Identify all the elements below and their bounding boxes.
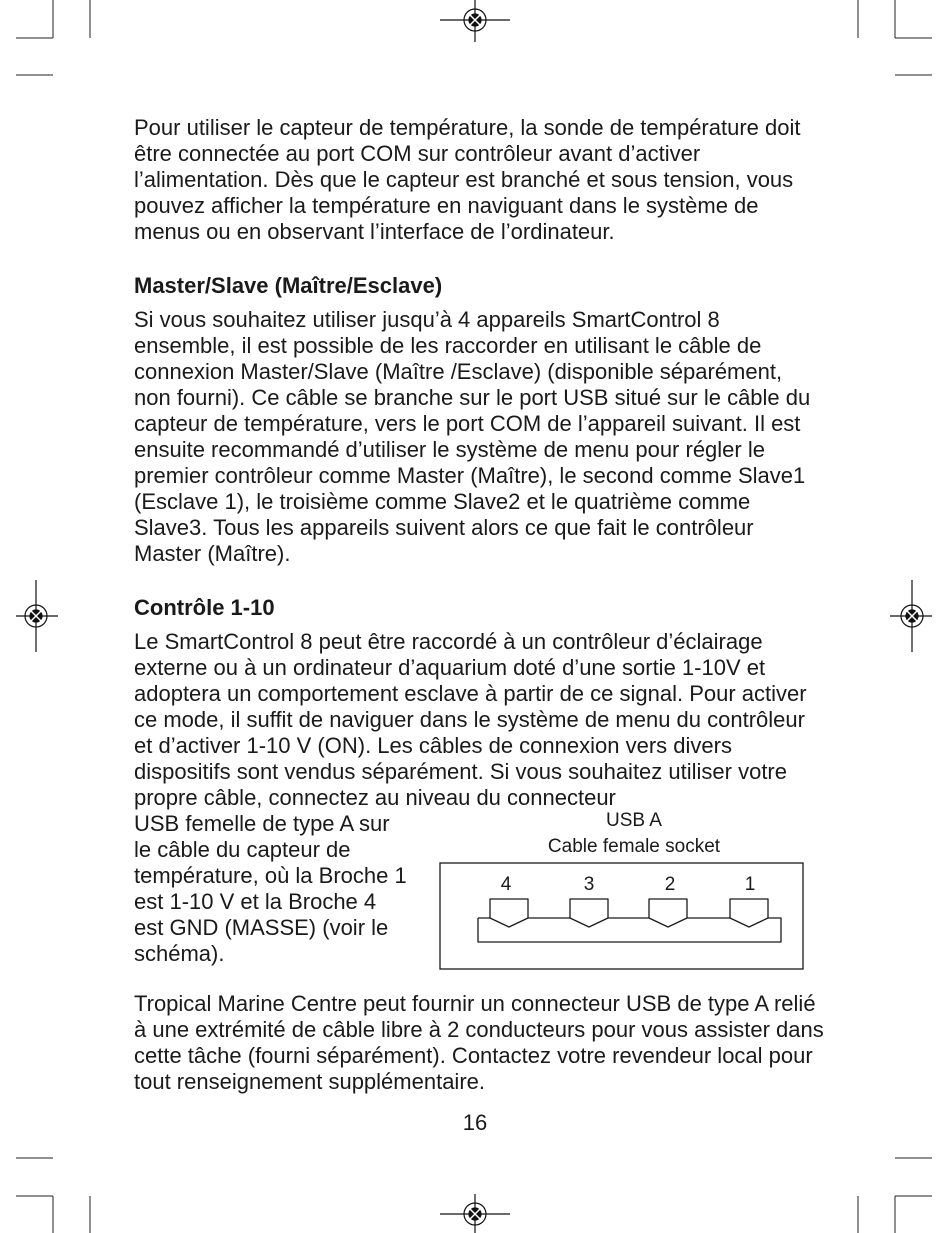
connector-description: USB femelle de type A sur le câble du capteur de température, où la Broche 1 est 1-10 V et la Broche 4 est GND (MASSE) (voir le schéma). bbox=[134, 811, 407, 966]
page-number: 16 bbox=[462, 1110, 488, 1135]
master-slave-heading: Master/Slave (Maître/Esclave) bbox=[134, 273, 443, 298]
control-1-10-paragraph: Le SmartControl 8 peut être raccordé à un contrôleur d’éclairage externe ou à un ordinateur d’aquarium doté d’une sortie 1-10V et adoptera un comportement esclave à partir de ce signal. Pour activer ce mode, il suffit de naviguer dans le système de menu du contrôleur et d’activer 1-10 V (ON). Les câbles de connexion vers divers dispositifs sont vendus séparément. Si vous souhaitez utiliser votre propre câble, connectez au niveau du connecteur bbox=[134, 629, 807, 810]
master-slave-paragraph: Si vous souhaitez utiliser jusqu’à 4 appareils SmartControl 8 ensemble, il est possible de les raccorder en utilisant le câble de connexion Master/Slave (Maître /Esclave) (disponible séparément, non fourni). Ce câble se branche sur le port USB situé sur le câble du capteur de température, vers le port COM de l’appareil suivant. Il est ensuite recommandé d’utiliser le système de menu pour régler le premier contrôleur comme Master (Maître), le second comme Slave1 (Esclave 1), le troisième comme Slave2 et le quatrième comme Slave3. Tous les appareils suivent alors ce que fait le contrôleur Master (Maître). bbox=[134, 307, 811, 566]
page-content bbox=[134, 115, 824, 1095]
control-1-10-heading: Contrôle 1-10 bbox=[134, 595, 275, 620]
usb-a-pinout-diagram bbox=[425, 811, 807, 971]
registration-mark-icon bbox=[890, 580, 932, 652]
registration-mark-icon bbox=[440, 0, 510, 42]
connector-section bbox=[134, 811, 824, 971]
usb-socket-shape bbox=[478, 899, 781, 942]
pin-label-4: 4 bbox=[500, 874, 512, 895]
pin-label-3: 3 bbox=[583, 874, 595, 895]
diagram-title-line1: USB A bbox=[606, 811, 662, 831]
registration-mark-icon bbox=[16, 580, 58, 652]
tmc-paragraph: Tropical Marine Centre peut fournir un connecteur USB de type A relié à une extrémité de câble libre à 2 conducteurs pour vous assister dans cette tâche (fourni séparément). Contactez votre revendeur local pour tout renseignement supplémentaire. bbox=[134, 991, 824, 1094]
intro-paragraph: Pour utiliser le capteur de température, la sonde de température doit être connectée au port COM sur contrôleur avant d’activer l’alimentation. Dès que le capteur est branché et sous tension, vous pouvez afficher la température en naviguant dans le système de menus ou en observant l’interface de l’ordinateur. bbox=[134, 115, 801, 244]
registration-mark-icon bbox=[440, 1194, 510, 1233]
diagram-title-line2: Cable female socket bbox=[547, 836, 721, 857]
pin-label-2: 2 bbox=[664, 874, 676, 895]
pin-label-1: 1 bbox=[744, 874, 756, 895]
